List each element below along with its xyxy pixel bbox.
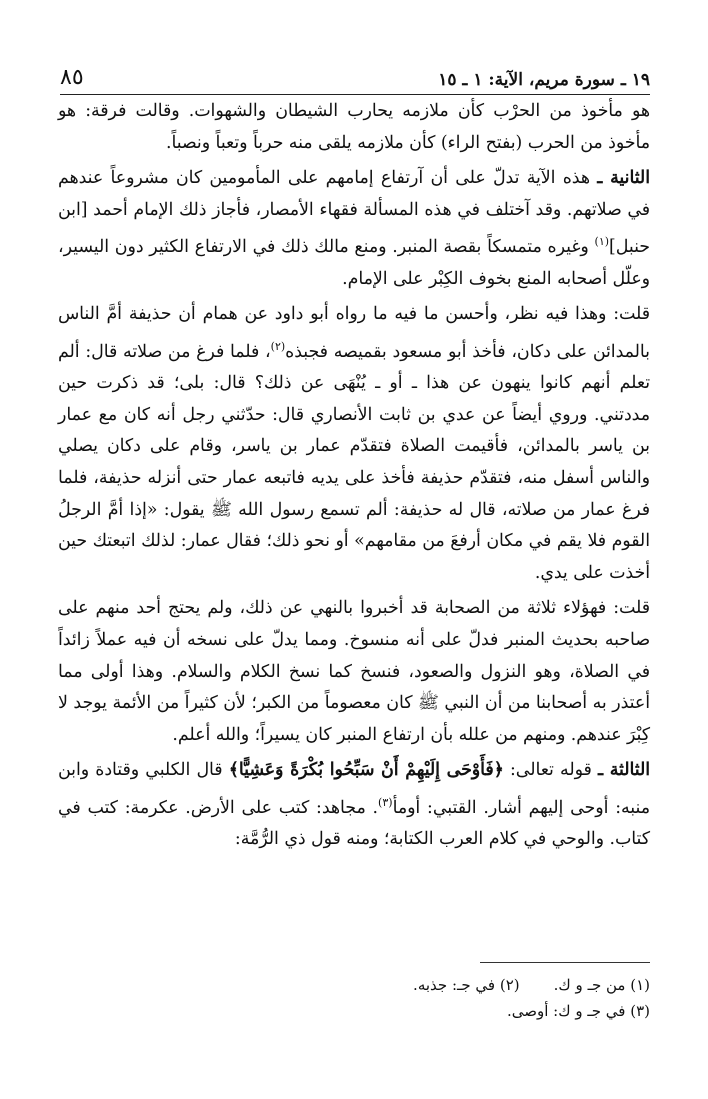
footnote-ref-1: (١) — [594, 235, 610, 249]
footnote-ref-3: (٣) — [378, 796, 393, 809]
page-header — [60, 56, 650, 95]
paragraph-4-text: قلت: فهؤلاء ثلاثة من الصحابة قد أخبروا بالنهي عن ذلك، ولم يحتج أحد منهم على صاحبه بحديث المنبر فدلّ على أنه منسوخ. ومما يدلّ على نسخه أن فيه عملاً زائداً في الصلاة، وهو النزول والصعود، فنسخ كما نسخ الكلام والسلام. وهذا أولى مما أعتذر به أصحابنا من أن النبي ﷺ كان معصوماً من الكبر؛ لأن كثيراً من الأئمة يوجد لا كِبْرَ عندهم. ومنهم من علله بأن ارتفاع المنبر كان يسيراً؛ والله أعلم. — [58, 598, 650, 745]
page-number: ٨٥ — [60, 65, 84, 90]
paragraph-2-end: وغيره متمسكاً بقصة المنبر. ومنع مالك ذلك في الارتفاع الكثير دون اليسير، وعلّل أصحابه المنع بخوف الكِبْر على الإمام. — [58, 237, 650, 289]
paragraph-5-c: . مجاهد: كتب على الأرض. عكرمة: كتب في كتاب. والوحي في كلام العرب الكتابة؛ ومنه قول ذي الرُّمَّة: — [58, 797, 650, 850]
footnote-divider — [480, 962, 650, 963]
section-lead-second: الثانية ـ — [597, 168, 650, 189]
page-body — [58, 96, 650, 860]
paragraph-3-text: قلت: وهذا فيه نظر، وأحسن ما فيه ما رواه أبو داود عن همام أن حذيفة أمَّ الناس بالمدائن على دكان، فأخذ أبو مسعود بقميصه فجبذه — [58, 304, 650, 362]
footnote-1: (١) من جـ و ك. — [553, 976, 650, 994]
footnote-ref-2: (٢) — [270, 339, 286, 353]
paragraph-3-end: ، فلما فرغ من صلاته قال: ألم تعلم أنهم كانوا ينهون عن هذا ـ أو ـ يُنْهَى عن ذلك؟ قال: بلى؛ قد ذكرت حين مددتني. وروي أيضاً عن عدي بن ثابت الأنصاري قال: حدّثني رجل أنه كان مع عمار بن ياسر بالمدائن، فأقيمت الصلاة فتقدّم عمار بن ياسر، وقام على دكان يصلي والناس أسفل منه، فتقدّم حذيفة فأخذ على يديه فاتبعه عمار حتى أنزله حذيفة، فلما فرغ عمار من صلاته، قال له حذيفة: ألم تسمع رسول الله ﷺ يقول: «إذا أمَّ الرجلُ القوم فلا يقم في مكان أرفعَ من مقامهم» أو نحو ذلك؛ فقال عمار: لذلك اتبعتك حين أخذت على يدي. — [58, 341, 650, 583]
footnote-3: (٣) في جـ و ك: أوصى. — [506, 1002, 650, 1020]
paragraph-5-a: قوله تعالى: — [503, 760, 598, 781]
paragraph-1 — [58, 96, 650, 159]
footnote-2: (٢) في جـ: جذبه. — [413, 976, 520, 994]
footnote-row-1 — [58, 972, 650, 998]
section-lead-third: الثالثة ـ — [597, 760, 651, 781]
footnote-row-2 — [58, 998, 650, 1024]
paragraph-2-text: هذه الآية تدلّ على أن آرتفاع إمامهم على المأمومين كان مشروعاً عندهم في صلاتهم. وقد آختلف في هذه المسألة فقهاء الأمصار، فأجاز ذلك الإمام أحمد [ابن حنبل] — [58, 168, 650, 258]
running-head: ١٩ ـ سورة مريم، الآية: ١ ـ ١٥ — [438, 70, 650, 90]
paragraph-1-text: هو مأخوذ من الحرْب كأن ملازمه يحارب الشيطان والشهوات. وقالت فرقة: هو مأخوذ من الحرب (بفتح الراء) كأن ملازمه يلقى منه حرباً وتعباً ونصباً. — [58, 101, 650, 153]
paragraph-5-b: قال الكلبي وقتادة وابن منبه: أوحى إليهم أشار. القتبي: أومأ — [58, 760, 650, 818]
paragraph-2 — [58, 163, 650, 295]
quran-verse: ﴿فَأَوْحَى إِلَيْهِمْ أَنْ سَبِّحُوا بُكْرَةً وَعَشِيًّا﴾ — [228, 760, 504, 781]
footnotes — [58, 972, 650, 1024]
paragraph-5 — [58, 755, 650, 856]
paragraph-3 — [58, 299, 650, 589]
paragraph-4 — [58, 593, 650, 751]
